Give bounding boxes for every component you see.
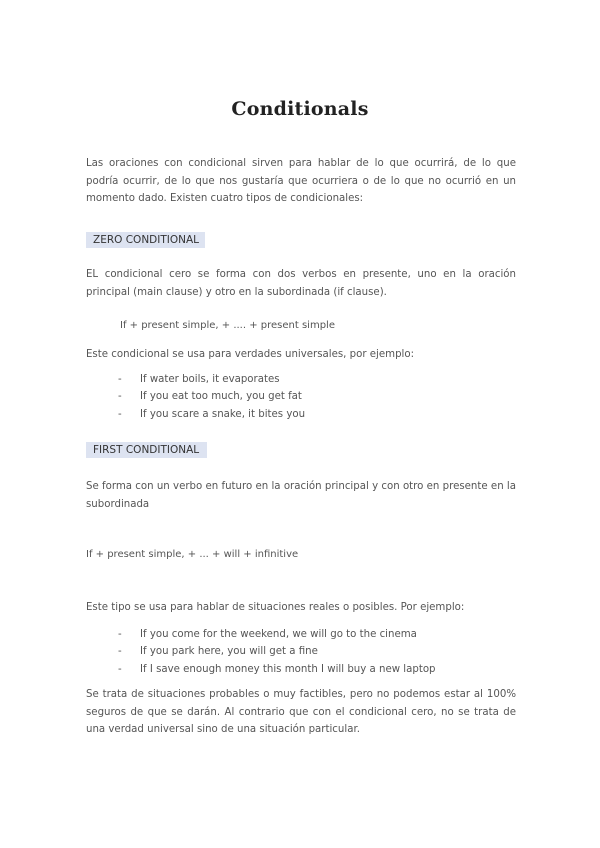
bullet-dash: - — [118, 646, 122, 658]
list-item — [118, 371, 305, 388]
zero-usage: Este condicional se usa para verdades universales, por ejemplo: — [86, 349, 415, 360]
example-text: If you scare a snake, it bites you — [140, 408, 306, 420]
zero-examples-list — [118, 371, 305, 423]
list-item — [118, 626, 436, 643]
bullet-dash: - — [118, 391, 122, 403]
first-closing-paragraph: Se trata de situaciones probables o muy factibles, pero no podemos estar al 100% seguros de que se darán. Al contrario que con el condicional cero, no se trata de una verdad universal sino de una situación particular. — [86, 689, 516, 735]
example-text: If water boils, it evaporates — [140, 374, 280, 385]
bullet-dash: - — [118, 629, 122, 640]
intro-paragraph: Las oraciones con condicional sirven para hablar de lo que ocurrirá, de lo que podría ocurrir, de lo que nos gustaría que ocurriera o de lo que no ocurrió en un momento dado. Existen cuatro tipos de condicionales: — [86, 158, 516, 204]
list-item — [118, 406, 305, 423]
zero-conditional-heading: ZERO CONDITIONAL — [86, 232, 205, 248]
first-description: Se forma con un verbo en futuro en la oración principal y con otro en presente en la subordinada — [86, 481, 516, 510]
list-item — [118, 643, 436, 660]
example-text: If you park here, you will get a fine — [140, 646, 318, 658]
zero-formula: If + present simple, + .... + present simple — [120, 320, 335, 331]
bullet-dash: - — [118, 408, 122, 420]
example-text: If you eat too much, you get fat — [140, 391, 302, 403]
first-examples-list — [118, 626, 436, 678]
bullet-dash: - — [118, 663, 122, 675]
first-conditional-heading: FIRST CONDITIONAL — [86, 442, 207, 458]
example-text: If I save enough money this month I will buy a new laptop — [140, 663, 436, 675]
page-title: Conditionals — [231, 98, 369, 120]
example-text: If you come for the weekend, we will go to the cinema — [140, 629, 417, 640]
zero-description: EL condicional cero se forma con dos verbos en presente, uno en la oración principal (main clause) y otro en la subordinada (if clause). — [86, 269, 516, 298]
bullet-dash: - — [118, 374, 122, 385]
list-item — [118, 661, 436, 678]
list-item — [118, 388, 305, 405]
first-formula: If + present simple, + ... + will + infinitive — [86, 549, 299, 560]
first-usage: Este tipo se usa para hablar de situaciones reales o posibles. Por ejemplo: — [86, 602, 465, 613]
